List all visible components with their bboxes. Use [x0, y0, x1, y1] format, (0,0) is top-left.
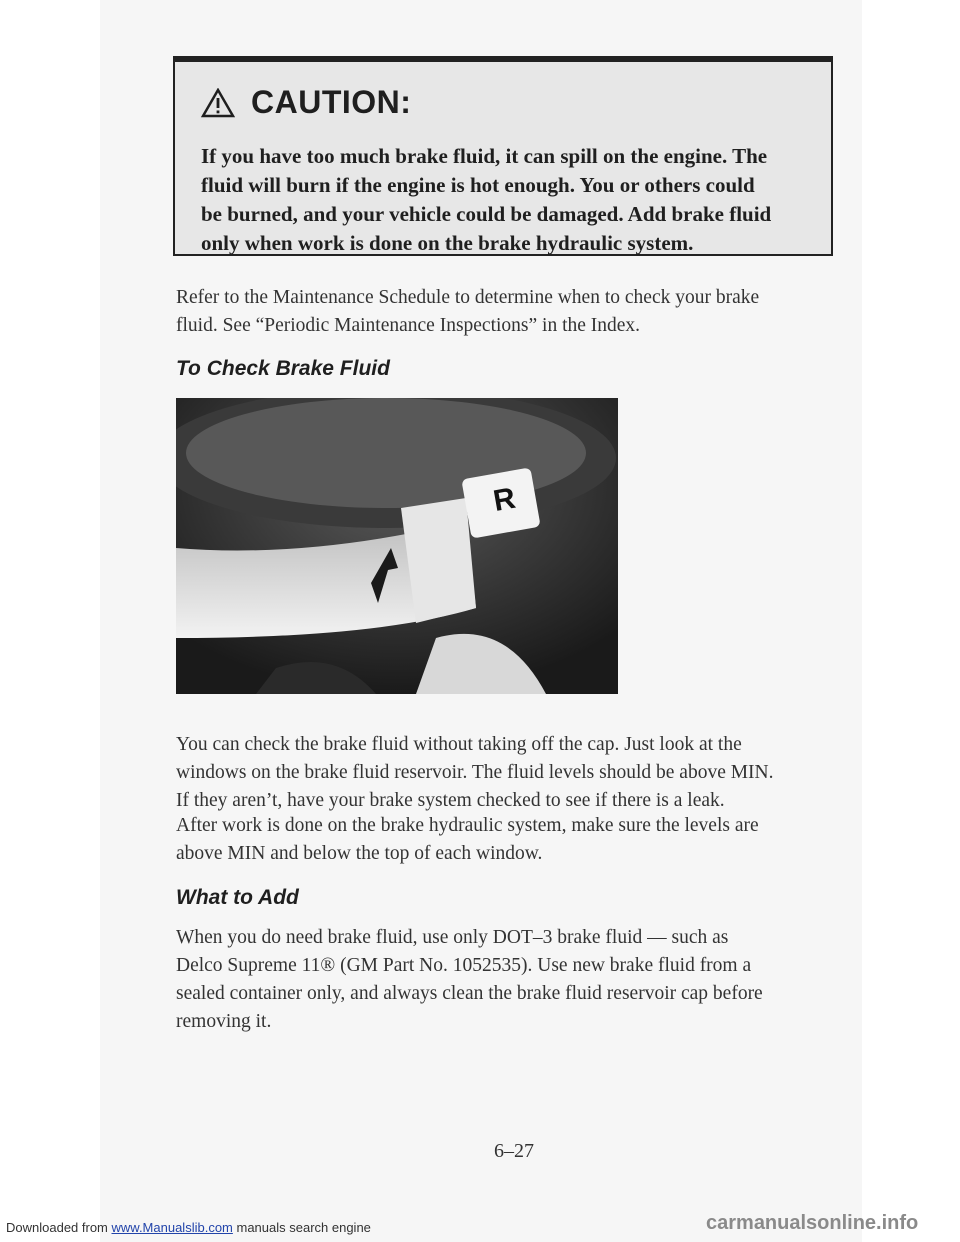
caution-line: If you have too much brake fluid, it can spill on the engine. The [201, 144, 768, 168]
caution-title: CAUTION: [251, 84, 412, 120]
what-to-add-line: When you do need brake fluid, use only DOT–3 brake fluid — such as [176, 927, 729, 948]
check-line: If they aren’t, have your brake system checked to see if there is a leak. [176, 790, 725, 811]
check-paragraph [176, 731, 836, 815]
manualslib-link[interactable]: www.Manualslib.com [111, 1220, 233, 1235]
what-to-add-paragraph [176, 924, 836, 1036]
caution-line: fluid will burn if the engine is hot enough. You or others could [201, 173, 755, 197]
brake-fluid-reservoir-photo [176, 398, 618, 694]
caution-line: be burned, and your vehicle could be damaged. Add brake fluid [201, 202, 772, 226]
caution-heading [201, 84, 411, 121]
footer-prefix: Downloaded from [6, 1220, 112, 1235]
caution-box [173, 56, 833, 256]
section-heading-check-brake-fluid: To Check Brake Fluid [176, 357, 390, 380]
caution-text [201, 142, 811, 258]
what-to-add-line: Delco Supreme 11® (GM Part No. 1052535). Use new brake fluid from a [176, 955, 752, 976]
intro-line: Refer to the Maintenance Schedule to determine when to check your brake [176, 287, 760, 308]
intro-paragraph [176, 284, 836, 340]
after-work-line: After work is done on the brake hydraulic system, make sure the levels are [176, 815, 759, 836]
check-line: You can check the brake fluid without taking off the cap. Just look at the [176, 734, 742, 755]
download-footer [6, 1220, 371, 1235]
reservoir-cap-label: R [490, 481, 518, 519]
intro-line: fluid. See “Periodic Maintenance Inspections” in the Index. [176, 315, 641, 336]
site-watermark: carmanualsonline.info [706, 1212, 919, 1234]
after-work-paragraph [176, 812, 836, 868]
caution-line: only when work is done on the brake hydraulic system. [201, 231, 694, 255]
section-heading-what-to-add: What to Add [176, 886, 299, 909]
warning-triangle-icon [201, 88, 235, 118]
page-number: 6–27 [494, 1140, 534, 1162]
what-to-add-line: sealed container only, and always clean the brake fluid reservoir cap before [176, 983, 763, 1004]
what-to-add-line: removing it. [176, 1011, 272, 1032]
reservoir-illustration [176, 398, 618, 694]
after-work-line: above MIN and below the top of each window. [176, 843, 543, 864]
footer-suffix: manuals search engine [232, 1220, 371, 1235]
check-line: windows on the brake fluid reservoir. The fluid levels should be above MIN. [176, 762, 774, 783]
